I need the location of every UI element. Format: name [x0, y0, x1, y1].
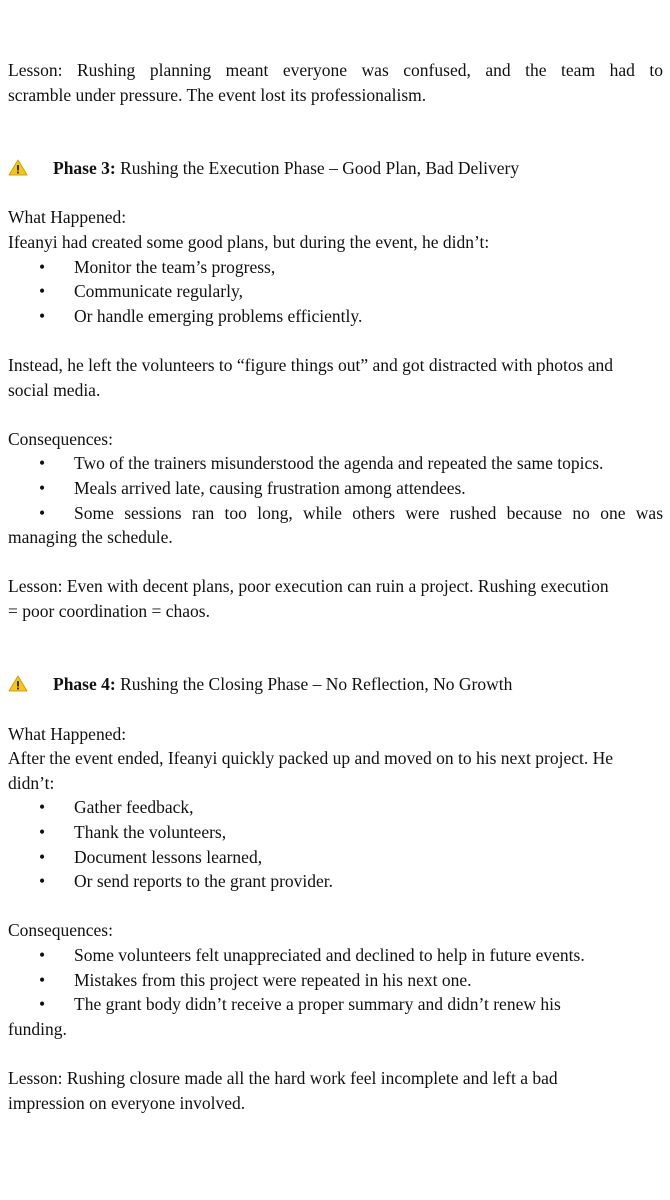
phase3-label: Phase 3: [53, 158, 116, 179]
phase3-title [53, 156, 519, 181]
phase4-title [53, 672, 512, 697]
phase4-title-text: Rushing the Closing Phase – No Reflection, No Growth [120, 674, 513, 695]
phase3-consequence3-cont: managing the schedule. [8, 527, 173, 548]
bullet-icon: • [39, 846, 46, 867]
bullet-icon: • [39, 477, 46, 498]
phase4-what-happened-heading: What Happened: [8, 723, 127, 744]
phase4-lesson-line2: impression on everyone involved. [8, 1092, 246, 1113]
bullet-icon: • [39, 945, 46, 965]
phase4-lesson-line1: Lesson: Rushing closure made all the hard work feel incomplete and left a bad [8, 1067, 558, 1088]
list-item: • Or handle emerging problems efficiently. [8, 304, 663, 329]
bullet-icon: • [39, 453, 46, 474]
lesson-phase2-line2: scramble under pressure. The event lost its professionalism. [8, 84, 427, 105]
phase4-heading [8, 672, 663, 697]
phase3-instead-line1: Instead, he left the volunteers to “figure things out” and got distracted with photos and [8, 354, 614, 375]
phase4-bullet-list [8, 795, 663, 893]
phase3-what-happened-heading: What Happened: [8, 207, 127, 228]
phase4-consequences-heading: Consequences: [8, 920, 113, 941]
bullet-icon: • [39, 797, 46, 818]
phase4-consequence3-cont: funding. [8, 1018, 67, 1039]
phase3-heading [8, 156, 663, 181]
list-item: • Mistakes from this project were repeated in his next one. [8, 968, 663, 993]
phase4-intro-line1: After the event ended, Ifeanyi quickly packed up and moved on to his next project. He [8, 748, 614, 769]
warning-icon [8, 675, 28, 692]
phase3-lesson-line1: Lesson: Even with decent plans, poor execution can ruin a project. Rushing execution [8, 576, 609, 597]
list-item: • Document lessons learned, [8, 845, 663, 870]
list-item: • Thank the volunteers, [8, 820, 663, 845]
bullet-icon: • [39, 822, 46, 843]
list-item: • Communicate regularly, [8, 279, 663, 304]
list-item: • Some volunteers felt unappreciated and declined to help in future events. [8, 943, 663, 968]
bullet-icon: • [39, 969, 46, 990]
phase3-lesson-line2: = poor coordination = chaos. [8, 600, 210, 621]
list-item: • Some sessions ran too long, while others were rushed because no one was [8, 501, 663, 526]
bullet-icon: • [39, 994, 46, 1015]
list-item: • Gather feedback, [8, 795, 663, 820]
phase3-bullet-list [8, 255, 663, 329]
list-item: • Two of the trainers misunderstood the agenda and repeated the same topics. [8, 451, 663, 476]
list-item: • Monitor the team’s progress, [8, 255, 663, 280]
phase4-intro-line2: didn’t: [8, 772, 55, 793]
bullet-icon: • [39, 281, 46, 302]
list-item: • Meals arrived late, causing frustration among attendees. [8, 476, 663, 501]
bullet-icon: • [39, 871, 46, 892]
warning-icon [8, 159, 28, 176]
phase3-intro: Ifeanyi had created some good plans, but during the event, he didn’t: [8, 231, 490, 252]
phase3-consequences-heading: Consequences: [8, 428, 113, 449]
bullet-icon: • [39, 502, 46, 523]
phase4-consequence-list [8, 943, 663, 1017]
list-item: • The grant body didn’t receive a proper summary and didn’t renew his [8, 992, 663, 1017]
phase3-title-text: Rushing the Execution Phase – Good Plan, Bad Delivery [120, 158, 520, 179]
lesson-phase2-line1: Lesson: Rushing planning meant everyone was confused, and the team had to [8, 60, 663, 80]
phase4-label: Phase 4: [53, 674, 116, 695]
document-page [8, 58, 663, 1115]
phase3-consequence-list [8, 451, 663, 525]
phase3-instead-line2: social media. [8, 379, 101, 400]
bullet-icon: • [39, 305, 46, 326]
bullet-icon: • [39, 256, 46, 277]
list-item: • Or send reports to the grant provider. [8, 869, 663, 894]
